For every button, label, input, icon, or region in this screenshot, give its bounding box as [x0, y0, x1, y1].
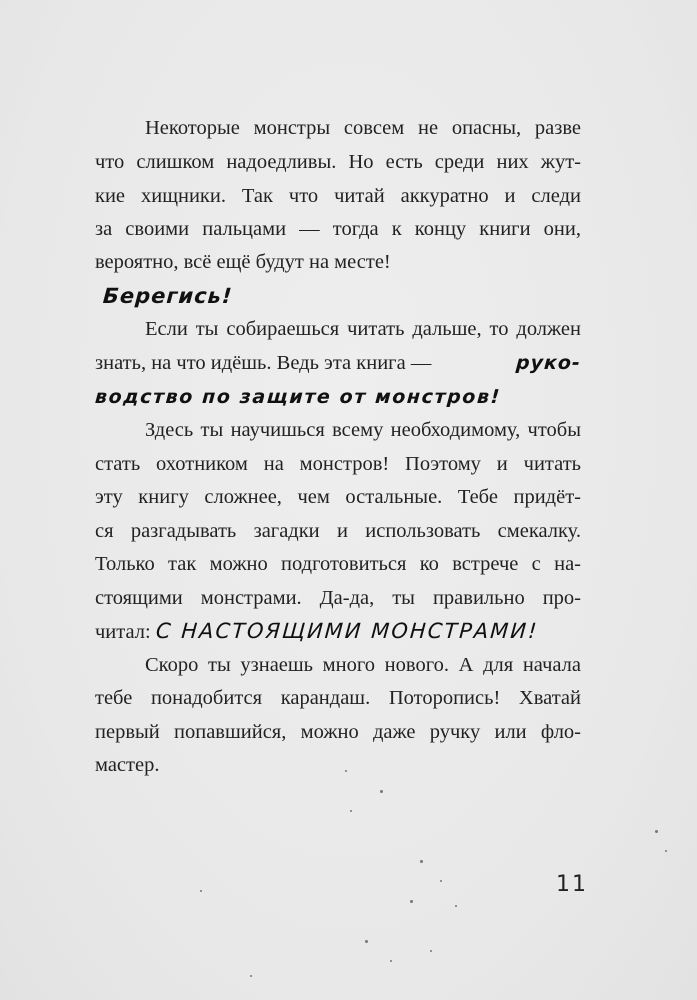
text-line: тебе понадобится карандаш. Поторопись! Хватай: [95, 687, 581, 709]
text-segment: читал:: [95, 621, 151, 643]
handwritten-text: водство по защите от монстров!: [94, 386, 502, 408]
text-line: Скоро ты узнаешь много нового. А для начала: [145, 654, 581, 676]
handwritten-text: руко-: [515, 352, 582, 374]
text-line: Только так можно подготовиться ко встрече с на-: [95, 553, 581, 575]
text-line: Если ты собираешься читать дальше, то должен: [145, 318, 581, 340]
text-line: кие хищники. Так что читай аккуратно и следи: [95, 185, 581, 207]
page-number: 11: [556, 872, 588, 897]
text-line: что слишком надоедливы. Но есть среди них жут-: [95, 151, 581, 173]
text-line: первый попавшийся, можно даже ручку или фло-: [95, 721, 581, 743]
handwritten-text: Берегись!: [102, 284, 234, 308]
text-line: Здесь ты научишься всему необходимому, чтобы: [145, 419, 581, 441]
handwritten-heading: [103, 279, 589, 313]
text-line: эту книгу сложнее, чем остальные. Тебе придёт-: [95, 486, 581, 508]
text-line: стоящими монстрами. Да-да, ты правильно про-: [95, 587, 581, 609]
text-line: ся разгадывать загадки и использовать смекалку.: [95, 520, 581, 542]
text-line: [95, 346, 581, 380]
text-line: мастер.: [95, 754, 160, 776]
text-line: Некоторые монстры совсем не опасны, разве: [145, 117, 581, 139]
handwritten-line: [95, 380, 581, 414]
text-segment: знать, на что идёшь. Ведь эта книга —: [95, 352, 432, 374]
text-line: [95, 614, 581, 648]
text-line: стать охотником на монстров! Поэтому и читать: [95, 453, 581, 475]
handwritten-text: С НАСТОЯЩИМИ МОНСТРАМИ!: [154, 619, 540, 643]
text-line: за своими пальцами — тогда к концу книги они,: [95, 218, 581, 240]
text-line: вероятно, всё ещё будут на месте!: [95, 251, 391, 273]
